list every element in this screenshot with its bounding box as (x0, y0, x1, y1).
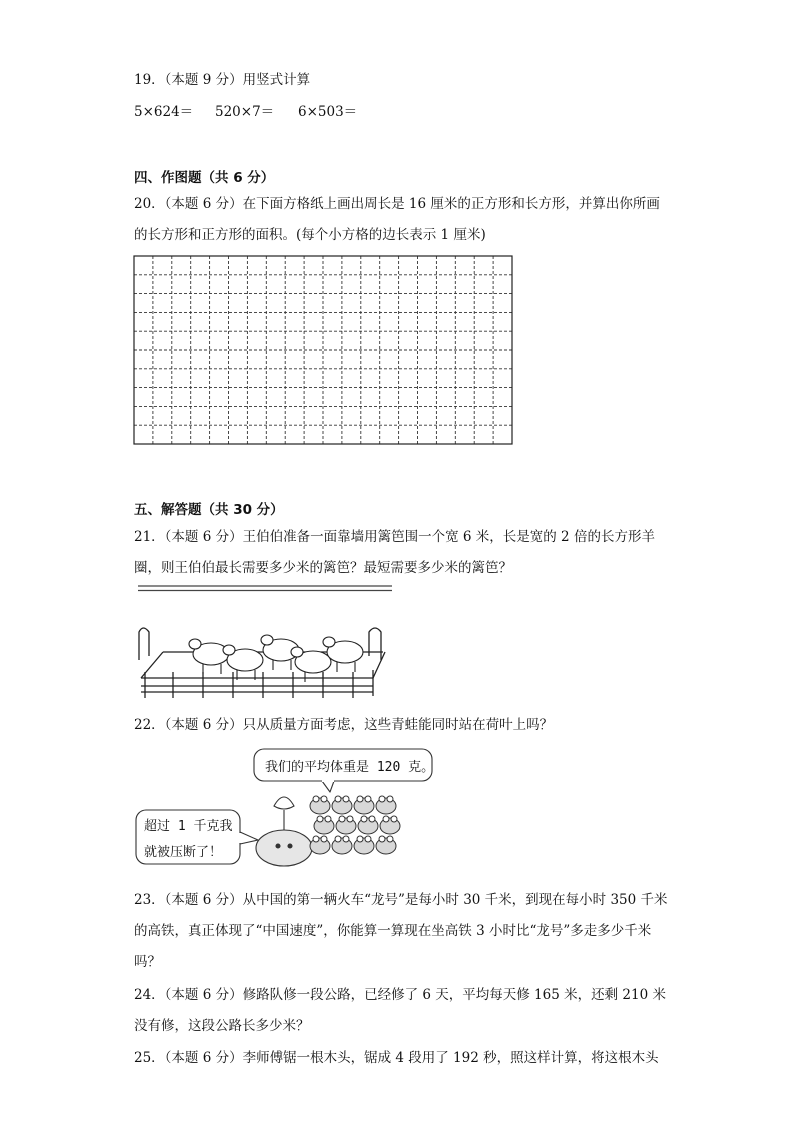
lotus-leaf-icon (256, 797, 312, 866)
q22-line-1: 22．（本题 6 分）只从质量方面考虑，这些青蛙能同时站在荷叶上吗？ (134, 717, 554, 733)
q23-line-1: 23．（本题 6 分）从中国的第一辆火车“龙号”是每小时 30 千米，到现在每小时 350 千米 (134, 892, 668, 908)
calc-item-2: 520×7＝ (215, 104, 275, 120)
frog-eye-icon (347, 816, 353, 822)
frog-eye-icon (343, 836, 349, 842)
q20-line-2: 的长方形和正方形的面积。(每个小方格的边长表示 1 厘米) (134, 227, 486, 243)
q24-line-2: 没有修，这段公路长多少米？ (134, 1018, 310, 1034)
frog-bubble-text: 我们的平均体重是 120 克。 (265, 760, 434, 775)
frog-group-icon (310, 796, 400, 854)
frog-eye-icon (313, 796, 319, 802)
frog-lotus-illustration (134, 748, 434, 870)
frog-eye-icon (357, 796, 363, 802)
frog-eye-icon (317, 816, 323, 822)
frog-eye-icon (365, 836, 371, 842)
q20-line-1: 20．（本题 6 分）在下面方格纸上画出周长是 16 厘米的正方形和长方形，并算出你所画 (134, 196, 660, 212)
leaf-bubble-text-1: 超过 1 千克我 (144, 819, 233, 834)
section-4-title: 四、作图题（共 6 分） (134, 170, 275, 186)
frog-eye-icon (321, 836, 327, 842)
frog-eye-icon (387, 836, 393, 842)
frog-eye-icon (335, 796, 341, 802)
q19-title: 19．（本题 9 分）用竖式计算 (134, 72, 311, 88)
calc-item-3: 6×503＝ (298, 104, 358, 120)
frog-eye-icon (357, 836, 363, 842)
frog-eye-icon (313, 836, 319, 842)
frog-eye-icon (383, 816, 389, 822)
frog-eye-icon (379, 836, 385, 842)
frog-eye-icon (387, 796, 393, 802)
leaf-bubble-text-2: 就被压断了！ (144, 845, 223, 860)
answer-lines (138, 584, 394, 594)
frog-eye-icon (379, 796, 385, 802)
q24-line-1: 24．（本题 6 分）修路队修一段公路，已经修了 6 天，平均每天修 165 米，还剩 210 米 (134, 987, 666, 1003)
frog-eye-icon (335, 836, 341, 842)
section-5-title: 五、解答题（共 30 分） (134, 502, 284, 518)
q23-line-2: 的高铁，真正体现了“中国速度”，你能算一算现在坐高铁 3 小时比“龙号”多走多少千米 (134, 923, 652, 939)
q21-line-1: 21．（本题 6 分）王伯伯准备一面靠墙用篱笆围一个宽 6 米，长是宽的 2 倍的长方形羊 (134, 529, 655, 545)
frog-eye-icon (365, 796, 371, 802)
calc-item-1: 5×624＝ (134, 104, 194, 120)
frog-eye-icon (361, 816, 367, 822)
frog-eye-icon (391, 816, 397, 822)
frog-eye-icon (339, 816, 345, 822)
frog-eye-icon (343, 796, 349, 802)
q21-line-2: 圈，则王伯伯最长需要多少米的篱笆？最短需要多少米的篱笆？ (134, 560, 512, 576)
sheep-pen-illustration (133, 620, 393, 702)
grid-paper[interactable] (133, 255, 513, 445)
q25-line-1: 25．（本题 6 分）李师傅锯一根木头，锯成 4 段用了 192 秒，照这样计算，将这根木头 (134, 1050, 659, 1066)
frog-eye-icon (321, 796, 327, 802)
q23-line-3: 吗？ (134, 954, 161, 970)
frog-eye-icon (369, 816, 375, 822)
frog-eye-icon (325, 816, 331, 822)
